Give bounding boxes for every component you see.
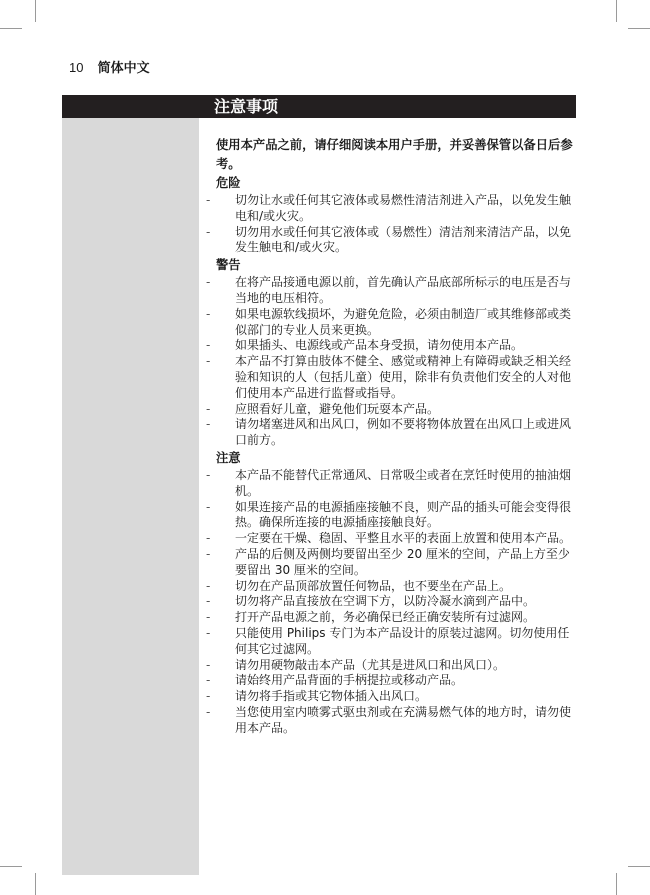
bullet-dash: -	[206, 499, 211, 514]
page-number: 10	[69, 60, 84, 75]
crop-mark	[0, 866, 22, 867]
item-text: 切勿用水或任何其它液体或（易燃性）清洁剂来清洁产品，以免发生触电和/或火灾。	[235, 224, 572, 255]
item-text: 本产品不能替代正常通风、日常吸尘或者在烹饪时使用的抽油烟机。	[235, 467, 572, 498]
list-item	[206, 417, 574, 449]
bullet-list	[206, 467, 574, 737]
bullet-dash: -	[206, 467, 211, 482]
list-item	[206, 657, 574, 674]
bullet-dash: -	[206, 657, 211, 672]
item-text: 切勿将产品直接放在空调下方，以防冷凝水滴到产品中。	[235, 594, 536, 609]
item-text: 如果连接产品的电源插座接触不良，则产品的插头可能会变得很热。确保所连接的电源插座接触良好。	[235, 499, 572, 530]
bullet-dash: -	[206, 401, 211, 416]
crop-mark	[35, 0, 36, 22]
list-item	[206, 578, 574, 595]
list-item	[206, 546, 574, 579]
section-heading: 警告	[216, 258, 241, 273]
item-text: 一定要在干燥、稳固、平整且水平的表面上放置和使用本产品。	[235, 531, 572, 546]
section-heading: 危险	[216, 176, 241, 190]
list-item	[206, 594, 574, 610]
list-item	[206, 625, 574, 658]
item-text: 只能使用 Philips 专门为本产品设计的原装过滤网。切勿使用任何其它过滤网。	[235, 625, 570, 656]
list-item	[206, 401, 574, 418]
title-bar	[62, 95, 576, 118]
page-title: 注意事项	[214, 97, 279, 116]
crop-mark	[0, 28, 22, 29]
item-text: 请勿将手指或其它物体插入出风口。	[235, 689, 428, 704]
list-item	[206, 193, 574, 225]
item-text: 如果电源软线损坏，为避免危险，必须由制造厂或其维修部或类似部门的专业人员来更换。	[235, 306, 572, 337]
margin-strip	[62, 95, 199, 875]
section-heading: 注意	[216, 450, 241, 465]
crop-mark	[628, 28, 650, 29]
item-text: 本产品不打算由肢体不健全、感觉或精神上有障碍或缺乏相关经验和知识的人（包括儿童）使用，除非有负责他们安全的人对他们使用本产品进行监督或指导。	[235, 354, 572, 400]
bullet-dash: -	[206, 306, 211, 321]
item-text: 请勿堵塞进风和出风口，例如不要将物体放置在出风口上或进风口前方。	[235, 417, 572, 448]
bullet-dash: -	[206, 546, 211, 561]
list-item	[206, 338, 574, 354]
item-text: 在将产品接通电源以前，首先确认产品底部所标示的电压是否与当地的电压相符。	[235, 275, 572, 305]
bullet-list	[206, 275, 574, 449]
item-text: 产品的后侧及两侧均要留出至少 20 厘米的空间，产品上方至少要留出 30 厘米的空间。	[235, 546, 570, 577]
bullet-dash: -	[206, 689, 211, 704]
bullet-dash: -	[206, 338, 211, 353]
bullet-dash: -	[206, 673, 211, 688]
bullet-dash: -	[206, 704, 211, 719]
list-item	[206, 704, 574, 737]
bullet-dash: -	[206, 417, 211, 432]
list-item	[206, 499, 574, 532]
list-item	[206, 275, 574, 307]
list-item	[206, 306, 574, 339]
item-text: 切勿让水或任何其它液体或易燃性清洁剂进入产品，以免发生触电和/或火灾。	[235, 193, 572, 223]
bullet-list	[206, 193, 574, 256]
list-item	[206, 689, 574, 705]
list-item	[206, 673, 574, 689]
bullet-dash: -	[206, 531, 211, 546]
item-text: 应照看好儿童，避免他们玩耍本产品。	[235, 401, 440, 416]
main-content	[206, 136, 574, 737]
item-text: 如果插头、电源线或产品本身受损，请勿使用本产品。	[235, 338, 524, 353]
list-item	[206, 224, 574, 257]
list-item	[206, 531, 574, 547]
item-text: 请始终用产品背面的手柄提拉或移动产品。	[235, 673, 464, 688]
section-language: 简体中文	[97, 61, 150, 76]
list-item	[206, 610, 574, 626]
item-text: 打开产品电源之前，务必确保已经正确安装所有过滤网。	[235, 610, 536, 625]
bullet-dash: -	[206, 354, 211, 369]
bullet-dash: -	[206, 594, 211, 609]
list-item	[206, 354, 574, 401]
bullet-dash: -	[206, 193, 211, 207]
crop-mark	[628, 866, 650, 867]
bullet-dash: -	[206, 224, 211, 239]
list-item	[206, 467, 574, 500]
bullet-dash: -	[206, 275, 211, 290]
page-header	[69, 57, 150, 76]
crop-mark	[35, 873, 36, 895]
item-text: 请勿用硬物敲击本产品（尤其是进风口和出风口）。	[235, 657, 506, 672]
crop-mark	[616, 0, 617, 22]
item-text: 切勿在产品顶部放置任何物品，也不要坐在产品上。	[235, 578, 512, 593]
intro-text: 使用本产品之前，请仔细阅读本用户手册，并妥善保管以备日后参考。	[216, 138, 573, 171]
item-text: 当您使用室内喷雾式驱虫剂或在充满易燃气体的地方时，请勿使用本产品。	[235, 704, 572, 735]
bullet-dash: -	[206, 578, 211, 593]
bullet-dash: -	[206, 625, 211, 640]
crop-mark	[616, 873, 617, 895]
sections-list	[206, 174, 574, 737]
bullet-dash: -	[206, 610, 211, 625]
